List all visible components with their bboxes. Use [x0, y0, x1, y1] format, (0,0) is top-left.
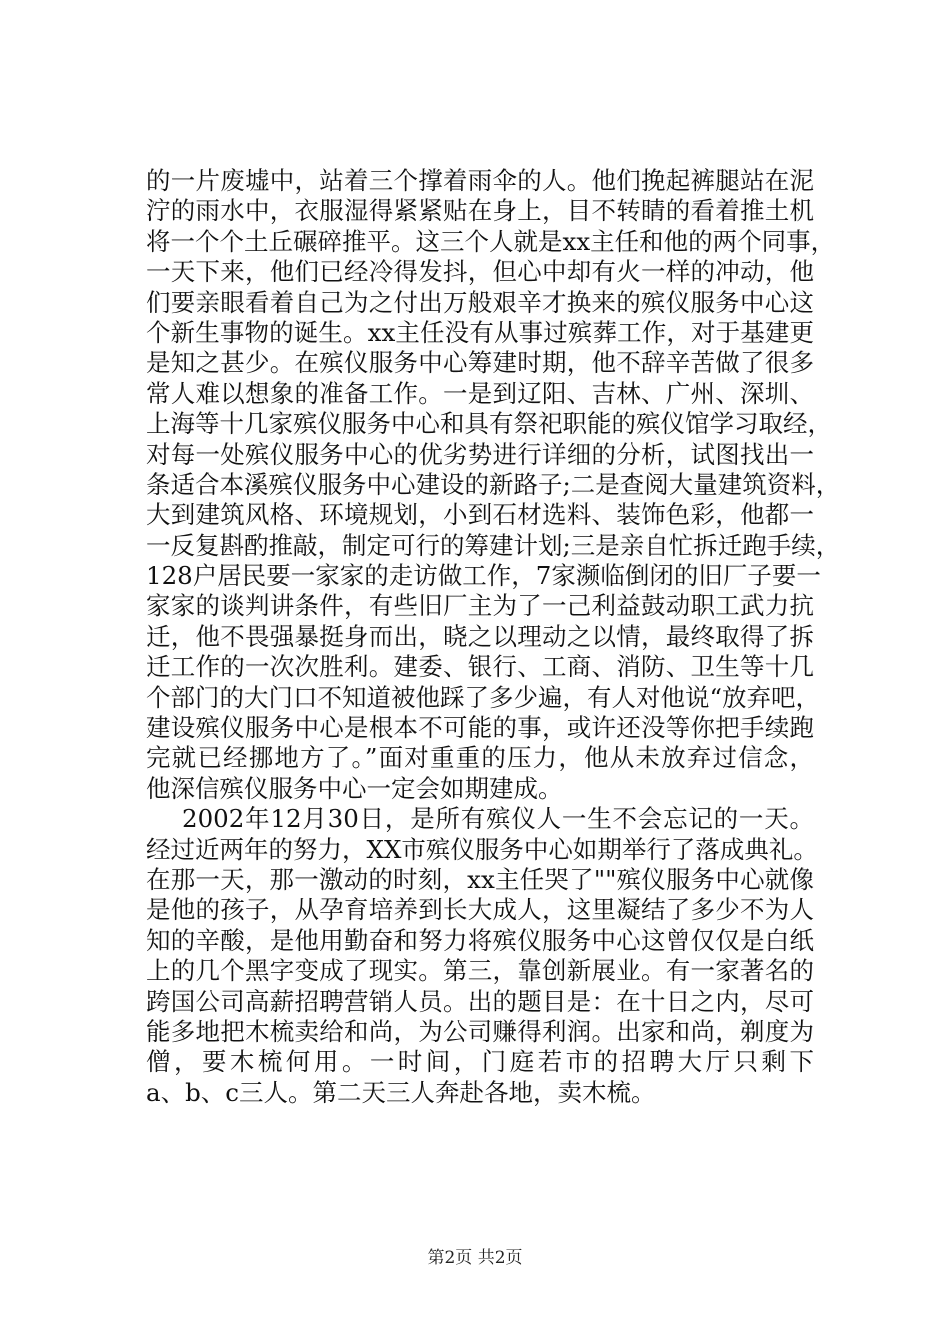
- text-line: 上海等十几家殡仪服务中心和具有祭祀职能的殡仪馆学习取经，: [146, 409, 832, 439]
- text-line: 一天下来，他们已经冷得发抖，但心中却有火一样的冲动，他: [146, 257, 814, 287]
- text-line: 常人难以想象的准备工作。一是到辽阳、吉林、广州、深圳、: [146, 378, 814, 408]
- text-line: 经过近两年的努力，XX市殡仪服务中心如期举行了落成典礼。: [146, 834, 818, 864]
- text-line: 们要亲眼看着自己为之付出万般艰辛才换来的殡仪服务中心这: [146, 287, 814, 317]
- text-line: 是他的孩子，从孕育培养到长大成人，这里凝结了多少不为人: [146, 895, 814, 925]
- text-line: 上的几个黑字变成了现实。第三，靠创新展业。有一家著名的: [146, 956, 814, 986]
- text-line: 迁工作的一次次胜利。建委、银行、工商、消防、卫生等十几: [146, 652, 814, 682]
- text-line: 一反复斟酌推敲，制定可行的筹建计划;三是亲自忙拆迁跑手续，: [146, 530, 841, 560]
- paragraph-2: [146, 804, 818, 1108]
- text-line: 个部门的大门口不知道被他踩了多少遍，有人对他说“放弃吧，: [146, 682, 821, 712]
- text-line: 僧，要木梳何用。一时间，门庭若市的招聘大厅只剩下: [146, 1047, 814, 1077]
- text-line: a、b、c三人。第二天三人奔赴各地，卖木梳。: [146, 1077, 656, 1107]
- text-line: 能多地把木梳卖给和尚，为公司赚得利润。出家和尚，剃度为: [146, 1016, 814, 1046]
- text-line: 在那一天，那一激动的时刻，xx主任哭了""殡仪服务中心就像: [146, 864, 814, 894]
- text-line: 个新生事物的诞生。xx主任没有从事过殡葬工作，对于基建更: [146, 317, 814, 347]
- text-line: 迁，他不畏强暴挺身而出，晓之以理动之以情，最终取得了拆: [146, 621, 814, 651]
- page-number-label: 第2页 共2页: [427, 1248, 523, 1268]
- text-line: 知的辛酸，是他用勤奋和努力将殡仪服务中心这曾仅仅是白纸: [146, 925, 814, 955]
- paragraph-1: [146, 166, 841, 804]
- page-footer: [0, 1243, 950, 1268]
- text-line: 128户居民要一家家的走访做工作，7家濒临倒闭的旧厂子要一: [146, 561, 821, 591]
- text-line: 大到建筑风格、环境规划，小到石材选料、装饰色彩，他都一: [146, 500, 814, 530]
- text-line: 建设殡仪服务中心是根本不可能的事，或许还没等你把手续跑: [146, 713, 814, 743]
- text-line: 的一片废墟中，站着三个撑着雨伞的人。他们挽起裤腿站在泥: [146, 166, 814, 195]
- text-line: 对每一处殡仪服务中心的优劣势进行详细的分析，试图找出一: [146, 439, 814, 469]
- text-line: 跨国公司高薪招聘营销人员。出的题目是：在十日之内，尽可: [146, 986, 814, 1016]
- text-line: 家家的谈判讲条件，有些旧厂主为了一己利益鼓动职工武力抗: [146, 591, 814, 621]
- text-line: 他深信殡仪服务中心一定会如期建成。: [146, 773, 563, 803]
- text-line: 条适合本溪殡仪服务中心建设的新路子;二是查阅大量建筑资料，: [146, 469, 841, 499]
- document-body: [146, 166, 841, 1108]
- text-line: 将一个个土丘碾碎推平。这三个人就是xx主任和他的两个同事，: [146, 226, 836, 256]
- text-line: 2002年12月30日，是所有殡仪人一生不会忘记的一天。: [182, 804, 814, 834]
- text-line: 泞的雨水中，衣服湿得紧紧贴在身上，目不转睛的看着推土机: [146, 196, 814, 226]
- text-line: 完就已经挪地方了。”面对重重的压力，他从未放弃过信念，: [146, 743, 814, 773]
- text-line: 是知之甚少。在殡仪服务中心筹建时期，他不辞辛苦做了很多: [146, 348, 814, 378]
